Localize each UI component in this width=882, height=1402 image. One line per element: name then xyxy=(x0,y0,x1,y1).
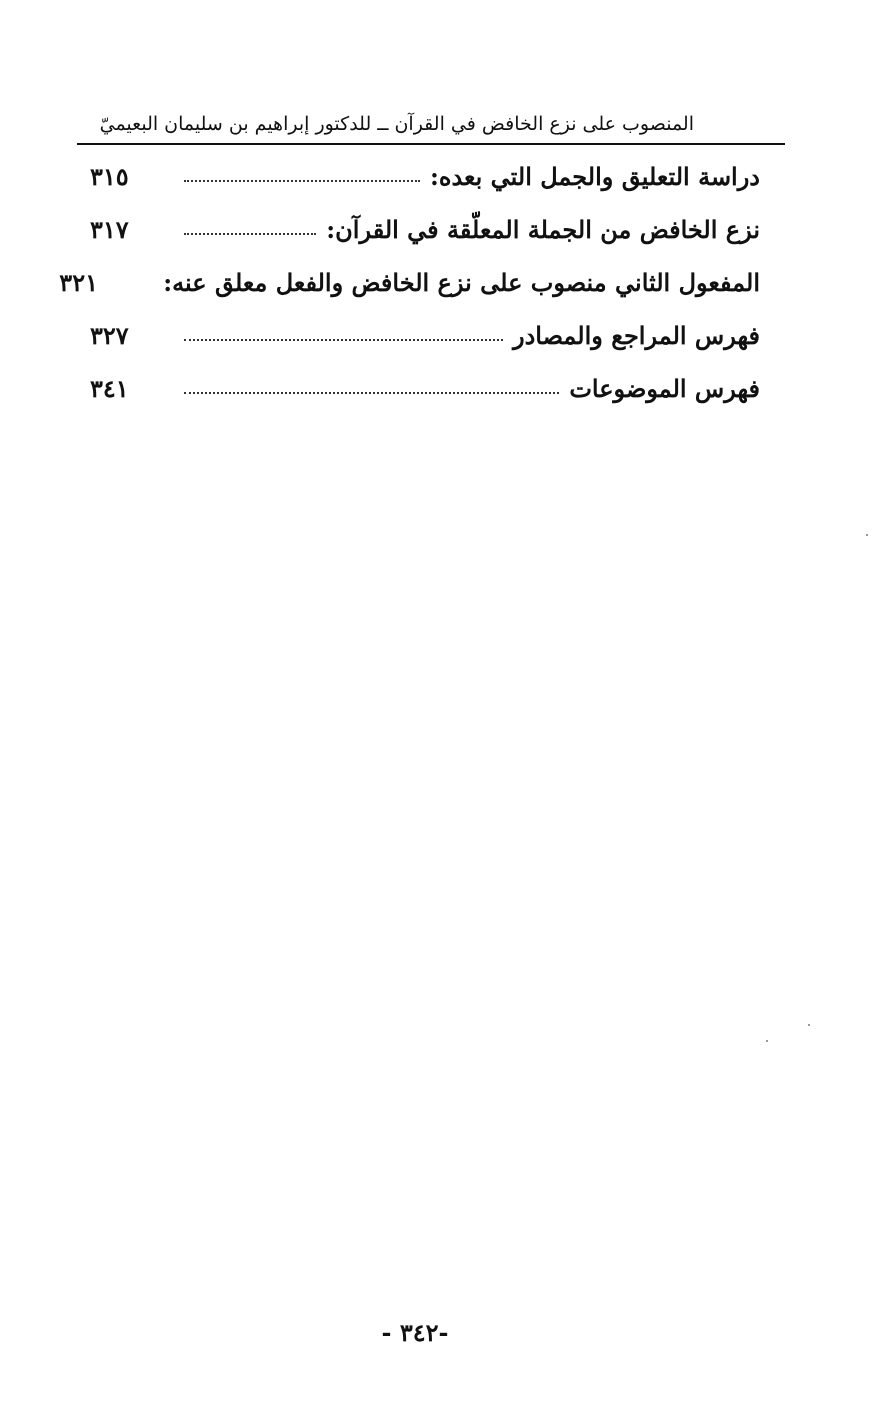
toc-entry-page: ٣١٧ xyxy=(90,215,129,244)
toc-entry xyxy=(90,309,760,362)
toc-entry-title: المفعول الثاني منصوب على نزع الخافض والفعل معلق عنه: xyxy=(163,268,760,297)
toc-entry xyxy=(59,256,760,309)
scan-speck xyxy=(808,1024,810,1026)
toc-entry xyxy=(90,203,760,256)
toc-entry xyxy=(90,150,760,203)
header-rule xyxy=(77,143,785,145)
running-header: المنصوب على نزع الخافض في القرآن ــ للدكتور إبراهيم بن سليمان البعيميّ xyxy=(99,113,694,135)
dot-leader xyxy=(184,179,420,182)
page-number: -٣٤٢ - xyxy=(381,1318,449,1347)
toc-entry-page: ٣٢١ xyxy=(59,268,98,297)
dot-leader xyxy=(184,338,503,341)
toc-entry xyxy=(90,362,760,415)
toc-entry-page: ٣١٥ xyxy=(90,162,129,191)
dot-leader xyxy=(184,391,559,394)
toc-entry-page: ٣٢٧ xyxy=(90,321,129,350)
toc-entry-page: ٣٤١ xyxy=(90,374,129,403)
table-of-contents xyxy=(59,150,760,415)
toc-entry-title: فهرس الموضوعات xyxy=(569,374,760,403)
toc-entry-title: دراسة التعليق والجمل التي بعده: xyxy=(430,162,760,191)
scan-speck xyxy=(866,534,868,536)
dot-leader xyxy=(184,232,316,235)
toc-entry-title: نزع الخافض من الجملة المعلّقة في القرآن: xyxy=(326,215,760,244)
scan-speck xyxy=(766,1040,768,1042)
toc-entry-title: فهرس المراجع والمصادر xyxy=(512,321,760,350)
